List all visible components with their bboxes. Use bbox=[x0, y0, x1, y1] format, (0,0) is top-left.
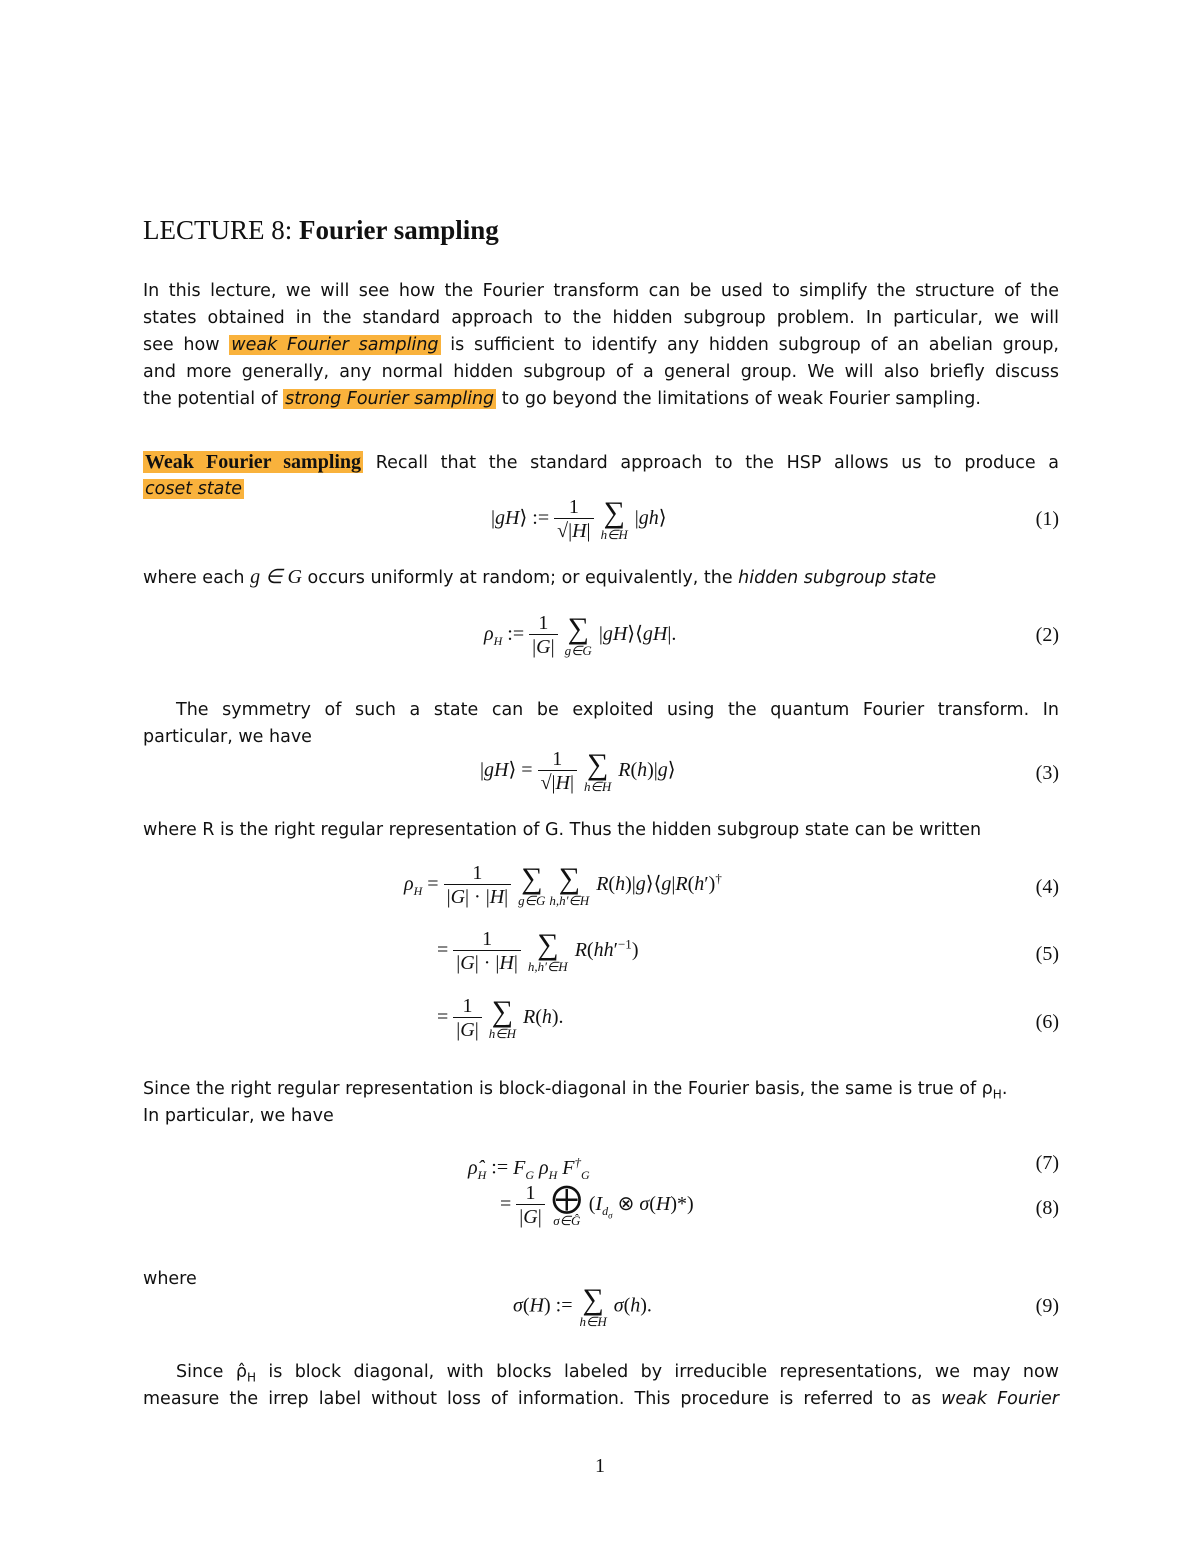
after-eq3-line: where R is the right regular representation of G. Thus the hidden subgroup state can be written bbox=[143, 820, 982, 840]
after-eq1-term: hidden subgroup state bbox=[738, 568, 937, 588]
intro-line-3-end: is sufficient to identify any hidden subgroup of an abelian group, bbox=[450, 335, 1059, 355]
equation-6: = $\frac{1}{|G|}$ ∑ h∈H R(h). bbox=[437, 994, 564, 1041]
para3-line-2: In particular, we have bbox=[143, 1106, 334, 1126]
para3-line-1-text: Since the right regular representation is block-diagonal in the Fourier basis, the same is true of ρ bbox=[143, 1079, 993, 1099]
section-heading: Weak Fourier sampling bbox=[145, 451, 362, 473]
para2-line-1: The symmetry of such a state can be exploited using the quantum Fourier transform. In bbox=[176, 700, 1059, 720]
highlight-coset-state: coset state bbox=[145, 479, 242, 499]
highlight-weak-fourier-sampling: weak Fourier sampling bbox=[231, 335, 439, 355]
intro-line-2: states obtained in the standard approach to the hidden subgroup problem. In particular, we will bbox=[143, 308, 1059, 328]
after-eq1-start: where each bbox=[143, 568, 245, 588]
intro-line-5-start: the potential of bbox=[143, 389, 278, 409]
intro-line-1: In this lecture, we will see how the Fourier transform can be used to simplify the structure of the bbox=[143, 281, 1059, 301]
intro-line-3 bbox=[143, 332, 1059, 358]
para4-line-2 bbox=[143, 1386, 1059, 1412]
equation-9: σ(H) := ∑ h∈H σ(h). bbox=[513, 1283, 652, 1329]
equation-number-2: (2) bbox=[1035, 624, 1059, 646]
title-text: Fourier sampling bbox=[299, 215, 499, 245]
section-line-1 bbox=[143, 449, 1059, 476]
equation-number-9: (9) bbox=[1035, 1295, 1059, 1317]
equation-number-5: (5) bbox=[1035, 943, 1059, 965]
equation-1: |gH⟩ := $\frac{1}{√|H|}$ ∑ h∈H |gh⟩ bbox=[491, 495, 667, 542]
intro-line-3-start: see how bbox=[143, 335, 220, 355]
page-number: 1 bbox=[595, 1455, 605, 1477]
para4-subscript: H bbox=[246, 1370, 256, 1385]
where-line: where bbox=[143, 1269, 197, 1289]
section-text: Recall that the standard approach to the HSP allows us to produce a bbox=[375, 453, 1059, 473]
intro-line-4: and more generally, any normal hidden subgroup of a general group. We will also briefly discuss bbox=[143, 362, 1059, 382]
equation-number-4: (4) bbox=[1035, 876, 1059, 898]
equation-number-7: (7) bbox=[1035, 1152, 1059, 1174]
para2-line-2: particular, we have bbox=[143, 727, 312, 747]
para3-subscript: H bbox=[992, 1087, 1002, 1102]
para3-period: . bbox=[1001, 1079, 1008, 1099]
equation-number-3: (3) bbox=[1035, 762, 1059, 784]
equation-2: $\rho_H$ := $\frac{1}{|G|}$ ∑ g∈G |gH⟩⟨gH|. bbox=[484, 611, 677, 658]
intro-line-5-end: to go beyond the limitations of weak Fourier sampling. bbox=[501, 389, 981, 409]
equation-number-1: (1) bbox=[1035, 508, 1059, 530]
highlight-strong-fourier-sampling: strong Fourier sampling bbox=[285, 389, 495, 409]
title-prefix: LECTURE 8: bbox=[143, 215, 293, 245]
equation-3: |gH⟩ = $\frac{1}{√|H|}$ ∑ h∈H R(h)|g⟩ bbox=[480, 747, 676, 794]
para4-line-1-end: is block diagonal, with blocks labeled by irreducible representations, we may now bbox=[268, 1362, 1059, 1382]
intro-line-5 bbox=[143, 386, 1059, 412]
equation-number-6: (6) bbox=[1035, 1011, 1059, 1033]
equation-5: = $\frac{1}{|G| \cdot |H|}$ ∑ h,h′∈H $R(hh'^{-1})$ bbox=[437, 927, 639, 974]
after-eq1-mid: occurs uniformly at random; or equivalently, the bbox=[307, 568, 733, 588]
equation-4: $\rho_H$ = $\frac{1}{|G| \cdot |H|}$ ∑ g∈G ∑ h,h′∈H R(h)|g⟩⟨g|R(h′)† bbox=[404, 861, 722, 908]
after-eq1-line: where each g ∈ G occurs uniformly at random; or equivalently, the hidden subgroup state bbox=[143, 566, 937, 588]
equation-7: $\rhô_H$ := $F_G$ $\rho_H$ $F^\dagger_G$ bbox=[468, 1154, 590, 1182]
equation-number-8: (8) bbox=[1035, 1197, 1059, 1219]
lecture-title bbox=[143, 212, 499, 248]
para4-line-1-start: Since ρ̂ bbox=[176, 1362, 247, 1382]
para4-line-2-text: measure the irrep label without loss of information. This procedure is referred to as bbox=[143, 1389, 931, 1409]
para4-line-2-term: weak Fourier bbox=[941, 1389, 1059, 1409]
equation-8: = $\frac{1}{|G|}$ ⨁ σ∈Ĝ ($I_{d_\sigma}$ ⊗ σ(H)*) bbox=[500, 1181, 694, 1228]
